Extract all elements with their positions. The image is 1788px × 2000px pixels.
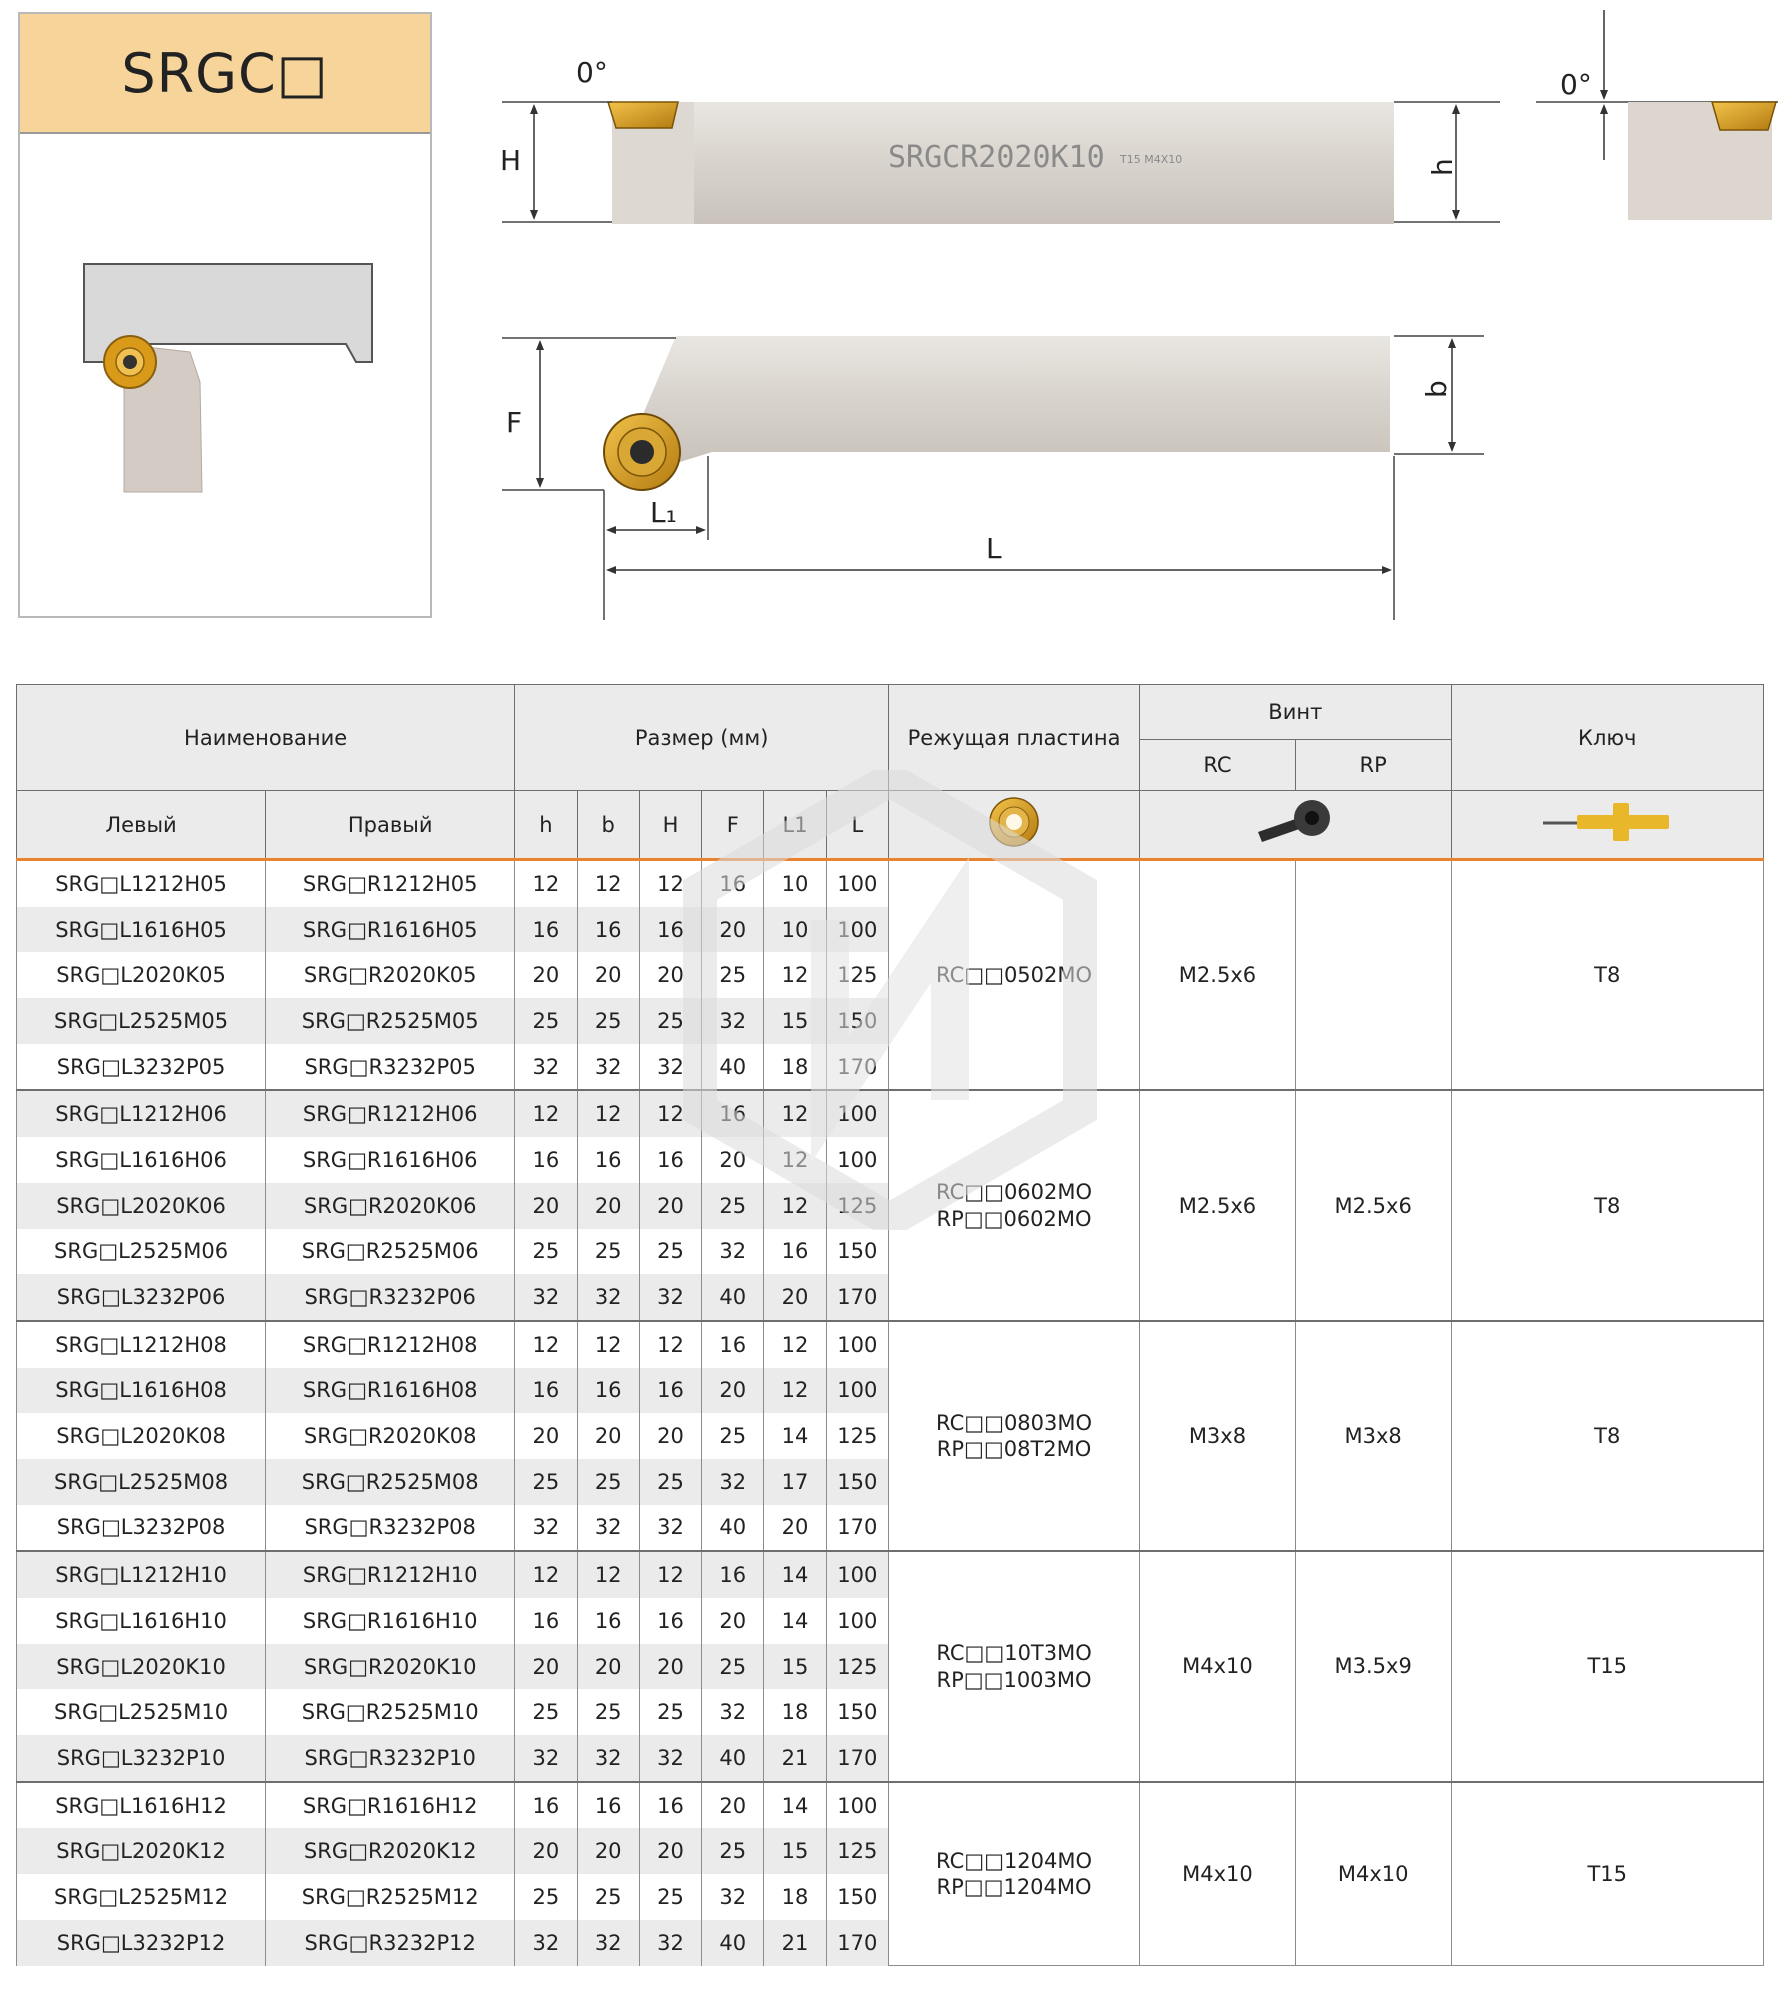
dim-label-L: L [986, 532, 1002, 565]
cell-L: 100 [826, 1137, 888, 1183]
cell-F: 16 [702, 1551, 764, 1598]
cell-H: 20 [639, 1413, 701, 1459]
cell-right-code: SRG□R1616H06 [266, 1137, 515, 1183]
cell-left-code: SRG□L3232P12 [17, 1920, 266, 1966]
header-screw: Винт [1140, 685, 1451, 740]
cell-L: 170 [826, 1920, 888, 1966]
cell-left-code: SRG□L1616H06 [17, 1137, 266, 1183]
cell-screw-rp: M3.5x9 [1295, 1551, 1451, 1781]
insert-end-view [1712, 102, 1776, 130]
cell-h: 25 [515, 1229, 577, 1275]
cell-screw-rp: M2.5x6 [1295, 1090, 1451, 1320]
cell-F: 20 [702, 1137, 764, 1183]
cell-b: 25 [577, 998, 639, 1044]
cell-h: 20 [515, 1644, 577, 1690]
cell-b: 16 [577, 1368, 639, 1414]
cell-L1: 18 [764, 1044, 826, 1091]
cell-L1: 12 [764, 1183, 826, 1229]
cell-h: 12 [515, 1551, 577, 1598]
cell-H: 20 [639, 1828, 701, 1874]
cell-left-code: SRG□L2020K05 [17, 952, 266, 998]
tool-marking: SRGCR2020K10 [888, 140, 1105, 175]
cell-right-code: SRG□R3232P08 [266, 1505, 515, 1552]
cell-key: T15 [1451, 1551, 1763, 1781]
cell-F: 40 [702, 1274, 764, 1321]
cell-b: 16 [577, 1782, 639, 1829]
dim-label-F: F [506, 406, 523, 439]
angle-label-left: 0° [576, 56, 608, 89]
header-dim-F: F [702, 791, 764, 860]
cell-key: T8 [1451, 1321, 1763, 1551]
cell-L1: 12 [764, 1321, 826, 1368]
cell-b: 25 [577, 1229, 639, 1275]
cell-right-code: SRG□R3232P06 [266, 1274, 515, 1321]
cell-H: 25 [639, 1459, 701, 1505]
cell-L1: 12 [764, 952, 826, 998]
cell-h: 32 [515, 1505, 577, 1552]
cell-h: 25 [515, 1874, 577, 1920]
cell-L1: 15 [764, 998, 826, 1044]
cell-L1: 18 [764, 1874, 826, 1920]
cell-H: 32 [639, 1505, 701, 1552]
cell-L: 170 [826, 1505, 888, 1552]
torx-screw-icon [1140, 791, 1451, 860]
cell-L1: 20 [764, 1505, 826, 1552]
cell-H: 32 [639, 1920, 701, 1966]
spec-table [16, 684, 1764, 1966]
cell-insert [888, 1782, 1139, 1966]
cell-H: 16 [639, 1598, 701, 1644]
holder-top [628, 336, 1390, 462]
cell-left-code: SRG□L2020K10 [17, 1644, 266, 1690]
cell-h: 32 [515, 1735, 577, 1782]
cell-left-code: SRG□L3232P05 [17, 1044, 266, 1091]
cell-F: 25 [702, 1183, 764, 1229]
cell-F: 32 [702, 1689, 764, 1735]
cell-F: 20 [702, 1782, 764, 1829]
cell-F: 25 [702, 952, 764, 998]
cell-right-code: SRG□R2020K12 [266, 1828, 515, 1874]
cell-H: 12 [639, 1090, 701, 1137]
cell-screw-rc: M4x10 [1140, 1782, 1296, 1966]
cell-right-code: SRG□R1212H06 [266, 1090, 515, 1137]
cell-key: T8 [1451, 860, 1763, 1091]
cell-F: 40 [702, 1505, 764, 1552]
cell-L: 125 [826, 1183, 888, 1229]
cell-b: 12 [577, 1551, 639, 1598]
header-insert: Режущая пластина [888, 685, 1139, 791]
end-view [1536, 10, 1778, 220]
cell-right-code: SRG□R2525M06 [266, 1229, 515, 1275]
cell-L1: 14 [764, 1413, 826, 1459]
cell-right-code: SRG□R3232P10 [266, 1735, 515, 1782]
cell-L: 125 [826, 1828, 888, 1874]
cell-h: 12 [515, 1321, 577, 1368]
cell-left-code: SRG□L1616H08 [17, 1368, 266, 1414]
cell-h: 16 [515, 1137, 577, 1183]
cell-right-code: SRG□R1212H10 [266, 1551, 515, 1598]
cell-H: 20 [639, 1644, 701, 1690]
cell-left-code: SRG□L2020K06 [17, 1183, 266, 1229]
cell-F: 25 [702, 1644, 764, 1690]
cell-F: 40 [702, 1044, 764, 1091]
cell-L: 125 [826, 1413, 888, 1459]
cell-L: 170 [826, 1044, 888, 1091]
cell-right-code: SRG□R2020K06 [266, 1183, 515, 1229]
cell-L: 100 [826, 1368, 888, 1414]
cell-left-code: SRG□L1616H12 [17, 1782, 266, 1829]
cell-F: 32 [702, 1874, 764, 1920]
cell-L1: 12 [764, 1137, 826, 1183]
cell-L1: 12 [764, 1368, 826, 1414]
cell-L: 100 [826, 1321, 888, 1368]
cell-F: 25 [702, 1413, 764, 1459]
cell-h: 20 [515, 1413, 577, 1459]
insert-code: RC□□0602MO [936, 1180, 1093, 1205]
cell-b: 32 [577, 1505, 639, 1552]
insert-code: RP□□1003MO [936, 1667, 1092, 1692]
cell-L1: 21 [764, 1920, 826, 1966]
cell-H: 12 [639, 1321, 701, 1368]
cell-L: 170 [826, 1274, 888, 1321]
cell-h: 25 [515, 998, 577, 1044]
cell-screw-rp: M3x8 [1295, 1321, 1451, 1551]
insert-code: RC□□0502MO [936, 963, 1093, 988]
cell-L: 150 [826, 1229, 888, 1275]
cell-F: 16 [702, 860, 764, 907]
cell-left-code: SRG□L3232P10 [17, 1735, 266, 1782]
cell-screw-rp: M4x10 [1295, 1782, 1451, 1966]
cell-H: 32 [639, 1274, 701, 1321]
cell-right-code: SRG□R2020K05 [266, 952, 515, 998]
cell-b: 25 [577, 1689, 639, 1735]
insert-code: RC□□1204MO [936, 1848, 1093, 1873]
dim-label-h: h [1426, 158, 1459, 176]
cell-b: 12 [577, 1321, 639, 1368]
cell-L1: 15 [764, 1644, 826, 1690]
header-dim-b: b [577, 791, 639, 860]
header-dim-L1: L1 [764, 791, 826, 860]
cell-left-code: SRG□L1212H05 [17, 860, 266, 907]
cell-L: 100 [826, 860, 888, 907]
cell-F: 40 [702, 1920, 764, 1966]
cell-L1: 21 [764, 1735, 826, 1782]
cell-insert [888, 1321, 1139, 1551]
cell-insert [888, 1551, 1139, 1781]
cell-b: 32 [577, 1735, 639, 1782]
cell-L1: 14 [764, 1782, 826, 1829]
cell-b: 20 [577, 1183, 639, 1229]
cell-b: 20 [577, 952, 639, 998]
insert-side [608, 102, 678, 128]
cell-insert [888, 860, 1139, 1091]
product-title: SRGC□ [121, 41, 329, 105]
cell-h: 20 [515, 1183, 577, 1229]
tool-marking-small: T15 M4X10 [1120, 153, 1183, 166]
cell-L1: 12 [764, 1090, 826, 1137]
cell-h: 32 [515, 1920, 577, 1966]
cell-L: 150 [826, 1874, 888, 1920]
header-key: Ключ [1451, 685, 1763, 791]
header-dim-L: L [826, 791, 888, 860]
cell-F: 20 [702, 907, 764, 953]
cell-left-code: SRG□L1212H06 [17, 1090, 266, 1137]
cell-left-code: SRG□L2525M06 [17, 1229, 266, 1275]
cell-b: 25 [577, 1874, 639, 1920]
header-dim-h: h [515, 791, 577, 860]
cell-left-code: SRG□L1616H10 [17, 1598, 266, 1644]
cell-h: 16 [515, 1782, 577, 1829]
cell-H: 25 [639, 1874, 701, 1920]
top-view [502, 336, 1484, 620]
cell-b: 32 [577, 1274, 639, 1321]
cell-H: 32 [639, 1044, 701, 1091]
cell-h: 16 [515, 907, 577, 953]
cell-right-code: SRG□R2020K10 [266, 1644, 515, 1690]
table-row [17, 1551, 1764, 1598]
cell-L: 100 [826, 1782, 888, 1829]
cell-L1: 14 [764, 1598, 826, 1644]
dim-label-b: b [1420, 380, 1453, 398]
cell-h: 12 [515, 860, 577, 907]
cell-H: 16 [639, 907, 701, 953]
round-insert-icon [888, 791, 1139, 860]
header-right: Правый [266, 791, 515, 860]
cell-L1: 15 [764, 1828, 826, 1874]
cell-b: 32 [577, 1920, 639, 1966]
cell-right-code: SRG□R3232P12 [266, 1920, 515, 1966]
cell-L: 150 [826, 998, 888, 1044]
cell-h: 16 [515, 1598, 577, 1644]
cell-H: 25 [639, 1689, 701, 1735]
spec-table-body [17, 860, 1764, 1966]
cell-h: 16 [515, 1368, 577, 1414]
cell-L: 100 [826, 1598, 888, 1644]
header-screw-rc: RC [1140, 740, 1296, 791]
insert-code: RC□□10T3MO [936, 1641, 1092, 1666]
cell-left-code: SRG□L2525M05 [17, 998, 266, 1044]
cell-left-code: SRG□L2020K12 [17, 1828, 266, 1874]
cell-L1: 18 [764, 1689, 826, 1735]
cell-F: 16 [702, 1090, 764, 1137]
cell-b: 25 [577, 1459, 639, 1505]
torx-key-icon [1451, 791, 1763, 860]
cell-L: 150 [826, 1689, 888, 1735]
cell-b: 20 [577, 1413, 639, 1459]
cell-b: 20 [577, 1828, 639, 1874]
cell-left-code: SRG□L2525M12 [17, 1874, 266, 1920]
header-screw-rp: RP [1295, 740, 1451, 791]
cell-b: 12 [577, 860, 639, 907]
cell-H: 16 [639, 1368, 701, 1414]
cell-left-code: SRG□L3232P06 [17, 1274, 266, 1321]
cell-left-code: SRG□L2525M10 [17, 1689, 266, 1735]
cell-left-code: SRG□L1212H10 [17, 1551, 266, 1598]
cell-screw-rp [1295, 860, 1451, 1091]
table-row [17, 1321, 1764, 1368]
cell-right-code: SRG□R2525M12 [266, 1874, 515, 1920]
cell-left-code: SRG□L1212H08 [17, 1321, 266, 1368]
cell-screw-rc: M2.5x6 [1140, 1090, 1296, 1320]
cell-b: 32 [577, 1044, 639, 1091]
cell-L: 170 [826, 1735, 888, 1782]
cell-L: 150 [826, 1459, 888, 1505]
cell-left-code: SRG□L2020K08 [17, 1413, 266, 1459]
cell-F: 20 [702, 1368, 764, 1414]
cell-L1: 10 [764, 860, 826, 907]
spec-table-container [16, 684, 1764, 1966]
cell-right-code: SRG□R3232P05 [266, 1044, 515, 1091]
cell-right-code: SRG□R1616H08 [266, 1368, 515, 1414]
header-dim-H: H [639, 791, 701, 860]
cell-h: 25 [515, 1689, 577, 1735]
cell-L: 125 [826, 1644, 888, 1690]
cell-L1: 10 [764, 907, 826, 953]
cell-insert [888, 1090, 1139, 1320]
insert-code: RP□□08T2MO [936, 1437, 1092, 1462]
cell-H: 16 [639, 1137, 701, 1183]
cell-screw-rc: M2.5x6 [1140, 860, 1296, 1091]
cell-F: 20 [702, 1598, 764, 1644]
table-row [17, 860, 1764, 907]
insert-code: RC□□0803MO [936, 1410, 1093, 1435]
cell-L: 100 [826, 1551, 888, 1598]
cell-L1: 17 [764, 1459, 826, 1505]
cell-right-code: SRG□R2525M08 [266, 1459, 515, 1505]
cell-b: 16 [577, 1598, 639, 1644]
table-row [17, 1782, 1764, 1829]
cell-left-code: SRG□L3232P08 [17, 1505, 266, 1552]
cell-h: 20 [515, 952, 577, 998]
cell-h: 32 [515, 1044, 577, 1091]
insert-code: RP□□0602MO [936, 1206, 1092, 1231]
cell-L1: 20 [764, 1274, 826, 1321]
cell-F: 32 [702, 1229, 764, 1275]
insert-code: RP□□1204MO [936, 1874, 1092, 1899]
table-row [17, 1090, 1764, 1137]
cell-right-code: SRG□R2525M10 [266, 1689, 515, 1735]
cell-H: 32 [639, 1735, 701, 1782]
cell-H: 12 [639, 1551, 701, 1598]
dim-label-H: H [500, 144, 522, 177]
cell-h: 12 [515, 1090, 577, 1137]
cell-L1: 14 [764, 1551, 826, 1598]
cell-b: 20 [577, 1644, 639, 1690]
cell-F: 32 [702, 998, 764, 1044]
cell-L1: 16 [764, 1229, 826, 1275]
cell-b: 16 [577, 907, 639, 953]
cell-right-code: SRG□R1212H05 [266, 860, 515, 907]
cell-h: 32 [515, 1274, 577, 1321]
cell-left-code: SRG□L1616H05 [17, 907, 266, 953]
cell-F: 40 [702, 1735, 764, 1782]
header-size: Размер (мм) [515, 685, 889, 791]
cell-F: 25 [702, 1828, 764, 1874]
cell-H: 20 [639, 952, 701, 998]
cell-F: 32 [702, 1459, 764, 1505]
cell-H: 12 [639, 860, 701, 907]
cell-left-code: SRG□L2525M08 [17, 1459, 266, 1505]
cell-right-code: SRG□R1616H05 [266, 907, 515, 953]
header-left: Левый [17, 791, 266, 860]
cell-right-code: SRG□R2020K08 [266, 1413, 515, 1459]
dim-label-L1: L₁ [650, 496, 677, 529]
cell-h: 20 [515, 1828, 577, 1874]
header-name: Наименование [17, 685, 515, 791]
technical-drawing [0, 0, 1788, 640]
cell-H: 16 [639, 1782, 701, 1829]
cell-H: 25 [639, 1229, 701, 1275]
cell-right-code: SRG□R1616H10 [266, 1598, 515, 1644]
cell-h: 25 [515, 1459, 577, 1505]
cell-L: 100 [826, 1090, 888, 1137]
cell-H: 25 [639, 998, 701, 1044]
cell-screw-rc: M4x10 [1140, 1551, 1296, 1781]
cell-L: 100 [826, 907, 888, 953]
cell-L: 125 [826, 952, 888, 998]
cell-key: T8 [1451, 1090, 1763, 1320]
cell-b: 12 [577, 1090, 639, 1137]
cell-right-code: SRG□R2525M05 [266, 998, 515, 1044]
cell-key: T15 [1451, 1782, 1763, 1966]
angle-label-right: 0° [1560, 68, 1592, 101]
cell-screw-rc: M3x8 [1140, 1321, 1296, 1551]
cell-right-code: SRG□R1616H12 [266, 1782, 515, 1829]
cell-right-code: SRG□R1212H08 [266, 1321, 515, 1368]
cell-F: 16 [702, 1321, 764, 1368]
cell-H: 20 [639, 1183, 701, 1229]
cell-b: 16 [577, 1137, 639, 1183]
side-view [500, 56, 1500, 224]
